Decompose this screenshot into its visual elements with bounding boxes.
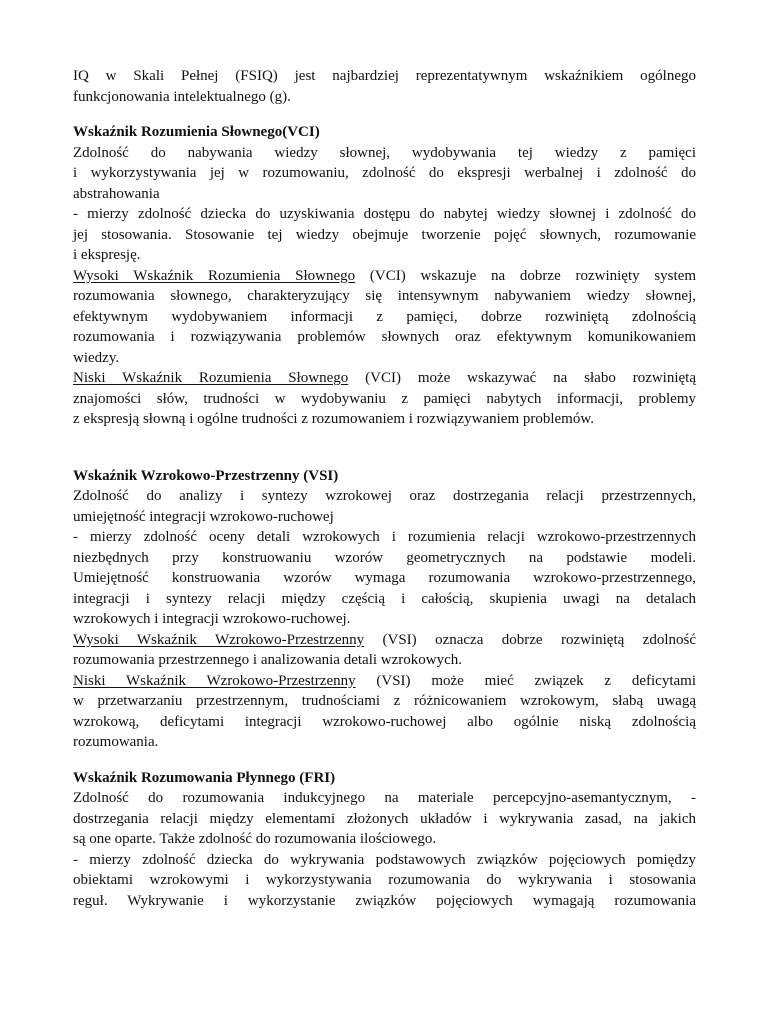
section-vci [73,122,696,430]
low-vsi-term: Niski Wskaźnik Wzrokowo-Przestrzenny [73,672,356,689]
text-line: Umiejętność konstruowania wzorów wymaga rozumowania wzrokowo-przestrzennego, [73,570,696,586]
text-line [73,266,696,287]
section-vsi [73,466,696,753]
high-vsi-term: Wysoki Wskaźnik Wzrokowo-Przestrzenny [73,631,365,648]
text-line: umiejętność integracji wzrokowo-ruchowej [73,508,334,525]
text-line: i wykorzystywania jej w rozumowaniu, zdolność do ekspresji werbalnej i zdolność do [73,165,696,181]
text-fragment: (VCI) wskazuje na dobrze rozwinięty system [369,267,697,284]
text-line: rozumowania. [73,734,159,750]
section-heading-vci: Wskaźnik Rozumienia Słownego(VCI) [73,124,320,140]
high-vci-term: Wysoki Wskaźnik Rozumienia Słownego [73,267,356,284]
text-line [73,671,696,692]
text-line: rozumowania słownego, charakteryzujący się intensywnym nabywaniem wiedzy słownej, [73,288,696,304]
text-line: - mierzy zdolność dziecka do uzyskiwania dostępu do nabytej wiedzy słownej i zdolność do [73,206,696,222]
text-line: wiedzy. [73,349,120,366]
intro-paragraph [73,66,696,107]
text-line: Zdolność do rozumowania indukcyjnego na materiale percepcyjno-asemantycznym, - [73,790,696,806]
text-line [73,368,696,389]
low-vci-term: Niski Wskaźnik Rozumienia Słownego [73,370,349,386]
text-fragment: (VCI) może wskazywać na słabo rozwiniętą [365,370,696,386]
text-line: znajomości słów, trudności w wydobywaniu z pamięci nabytych informacji, problemy [73,390,696,407]
section-heading-vsi: Wskaźnik Wzrokowo-Przestrzenny (VSI) [73,467,339,484]
text-line: - mierzy zdolność dziecka do wykrywania podstawowych związków pojęciowych pomiędzy [73,851,696,868]
text-line: i ekspresję. [73,247,141,263]
text-line: rozumowania przestrzennego i analizowania detali wzrokowych. [73,652,463,668]
text-line: obiektami wzrokowymi i wykorzystywania rozumowania do wykrywania i stosowania [73,872,696,888]
text-fragment: (VSI) może mieć związek z deficytami [376,672,696,689]
text-line: Zdolność do nabywania wiedzy słownej, wydobywania tej wiedzy z pamięci [73,144,696,161]
text-line: rozumowania i rozwiązywania problemów słownych oraz efektywnym komunikowaniem [73,329,696,345]
text-line: dostrzegania relacji między elementami złożonych układów i wykrywania zasad, na jakich [73,810,696,827]
text-line: - mierzy zdolność oceny detali wzrokowych i rozumienia relacji wzrokowo-przestrzennych [73,529,696,545]
text-line: wzrokową, deficytami integracji wzrokowo-ruchowej albo ogólnie niską zdolnością [73,713,696,730]
text-line: z ekspresją słowną i ogólne trudności z rozumowaniem i rozwiązywaniem problemów. [73,411,594,427]
text-line: są one oparte. Także zdolność do rozumowania ilościowego. [73,831,437,847]
text-line: Zdolność do analizy i syntezy wzrokowej oraz dostrzegania relacji przestrzennych, [73,488,696,504]
text-line: IQ w Skali Pełnej (FSIQ) jest najbardziej reprezentatywnym wskaźnikiem ogólnego [73,68,696,84]
text-line: jej stosowania. Stosowanie tej wiedzy obejmuje tworzenie pojęć słownych, rozumowanie [73,226,696,243]
text-line: funkcjonowania intelektualnego (g). [73,88,291,105]
text-line: integracji i syntezy relacji między częścią i całością, skupienia uwagi na detalach [73,590,696,607]
text-fragment: (VSI) oznacza dobrze rozwiniętą zdolność [382,631,696,648]
text-line: abstrahowania [73,185,160,202]
text-line: w przetwarzaniu przestrzennym, trudnościami z różnicowaniem wzrokowym, słabą uwagą [73,693,696,709]
text-line: reguł. Wykrywanie i wykorzystanie związków pojęciowych wymagają rozumowania [73,892,696,909]
section-heading-fri: Wskaźnik Rozumowania Płynnego (FRI) [73,769,336,786]
text-line: niezbędnych przy konstruowaniu wzorów geometrycznych na podstawie modeli. [73,549,696,566]
text-line: wzrokowych i integracji wzrokowo-ruchowej. [73,611,351,627]
section-fri [73,768,696,912]
text-line: efektywnym wydobywaniem informacji z pamięci, dobrze rozwiniętą zdolnością [73,308,696,325]
text-line [73,630,696,651]
